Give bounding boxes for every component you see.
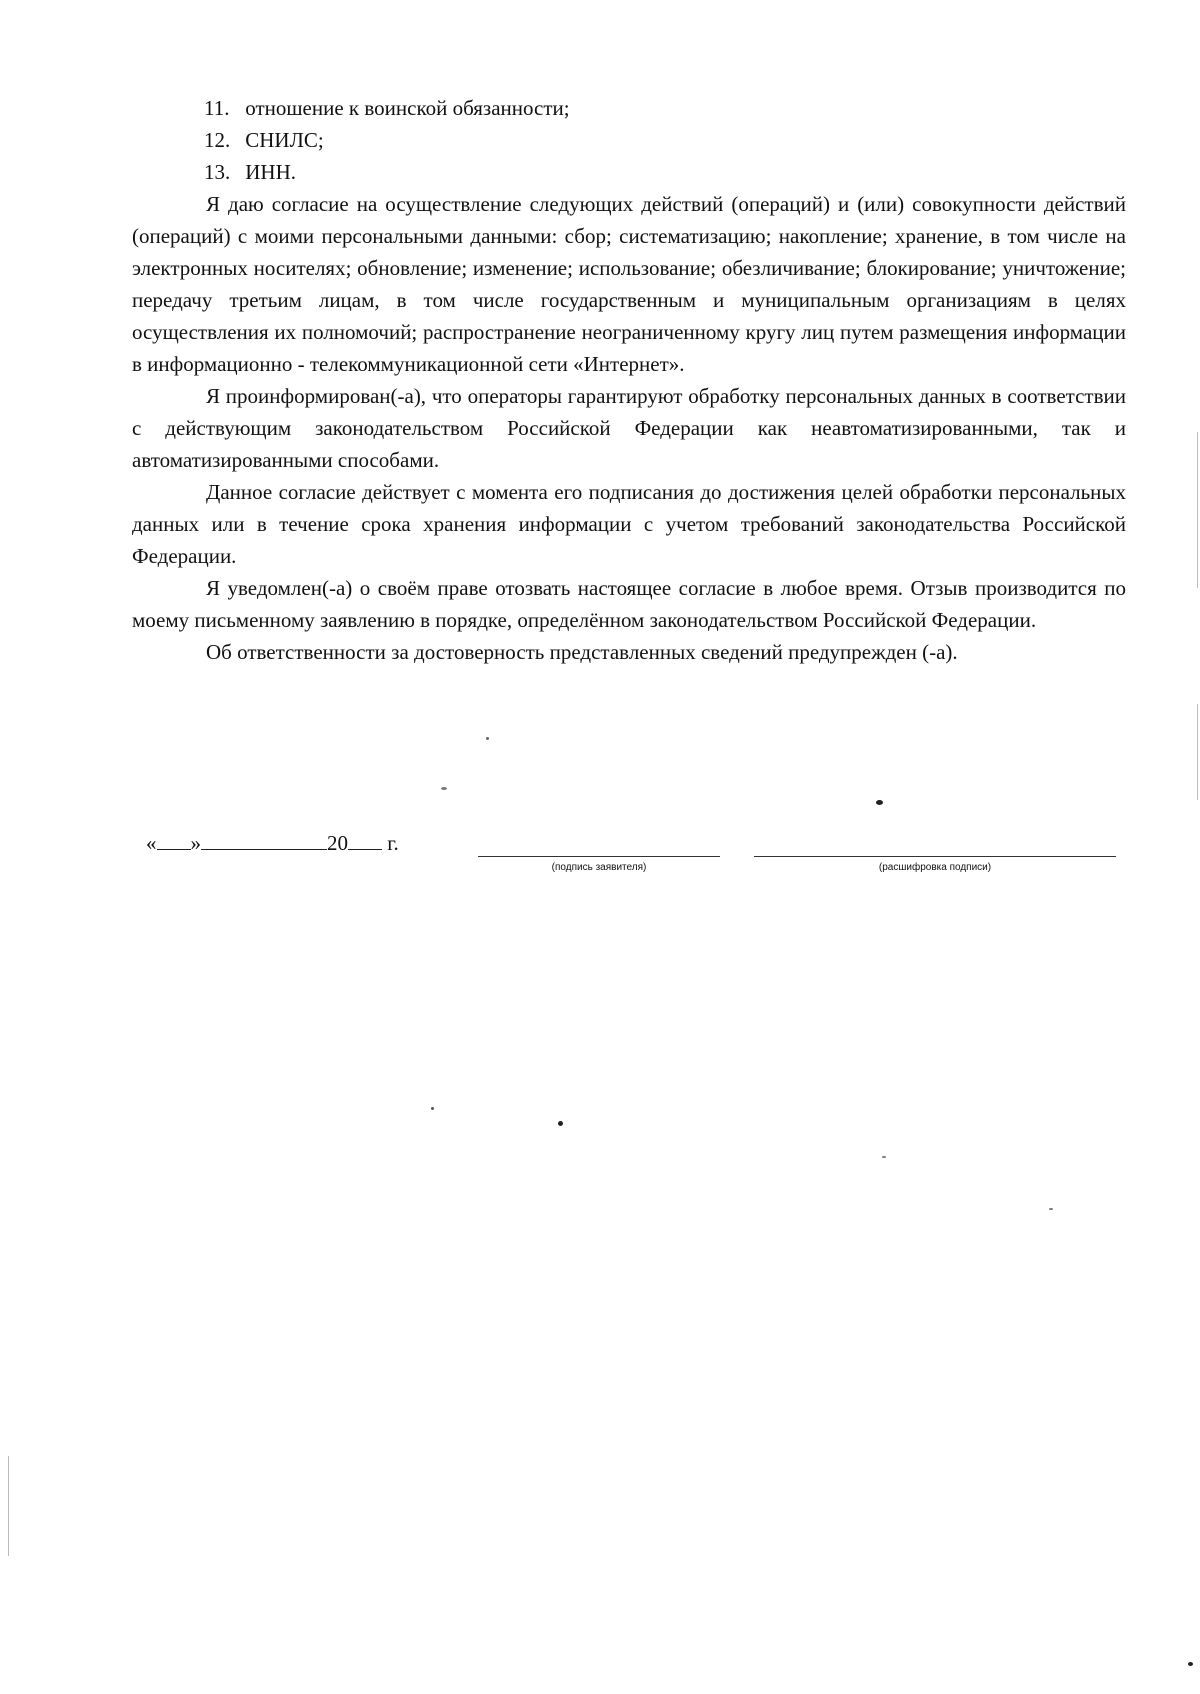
year-blank[interactable] — [348, 831, 382, 850]
scan-speck — [441, 787, 447, 790]
scan-edge-line — [1197, 432, 1198, 588]
year-suffix: г. — [387, 831, 399, 855]
open-quote: « — [146, 831, 157, 855]
list-item — [132, 92, 1126, 124]
month-blank[interactable] — [201, 831, 327, 850]
scan-speck — [876, 800, 883, 805]
paragraph-responsibility: Об ответственности за достоверность представленных сведений предупрежден (-а). — [206, 640, 958, 664]
list-item-text: СНИЛС; — [245, 128, 324, 152]
consent-document-body — [132, 92, 1126, 668]
scan-speck — [1188, 1662, 1193, 1666]
paragraph-processing-guarantee: Я проинформирован(-а), что операторы гарантируют обработку персональных данных в соответствии с действующим законодательством Российской Федерации как неавтоматизированными, так и автоматизированными способами. — [132, 384, 1126, 472]
list-item-text: ИНН. — [245, 160, 296, 184]
signature-decoding-caption: (расшифровка подписи) — [878, 862, 992, 873]
list-item-number: 11. — [204, 96, 230, 120]
scan-edge-line — [1197, 704, 1198, 800]
signature-caption: (подпись заявителя) — [551, 862, 647, 873]
scan-speck — [431, 1107, 434, 1110]
list-item-number: 12. — [204, 128, 231, 152]
data-list — [132, 92, 1126, 188]
paragraph-revocation-right: Я уведомлен(-а) о своём праве отозвать настоящее согласие в любое время. Отзыв производится по моему письменному заявлению в порядке, определённом законодательством Российской Федерации. — [132, 576, 1126, 632]
date-field[interactable] — [146, 828, 399, 858]
paragraph-consent-actions: Я даю согласие на осуществление следующих действий (операций) и (или) совокупности действий (операций) с моими персональными данными: сбор; систематизацию; накопление; хранение, в том числе на электронных носителях; обновление; изменение; использование; обезличивание; блокирование; уничтожение; передачу третьим лицам, в том числе государственным и муниципальным организациям в целях осуществления их полномочий; распространение неограниченному кругу лиц путем размещения информации в информационно - телекоммуникационной сети «Интернет». — [132, 192, 1126, 376]
signature-decoding-line[interactable] — [754, 856, 1116, 857]
list-item-number: 13. — [204, 160, 231, 184]
list-item-text: отношение к воинской обязанности; — [245, 96, 570, 120]
year-prefix: 20 — [327, 831, 348, 855]
scan-speck — [486, 737, 489, 740]
list-item — [132, 156, 1126, 188]
scan-speck — [558, 1121, 563, 1126]
close-quote: » — [190, 831, 201, 855]
signature-block — [146, 828, 1126, 888]
list-item — [132, 124, 1126, 156]
signature-line[interactable] — [478, 856, 720, 857]
paragraph-consent-validity: Данное согласие действует с момента его подписания до достижения целей обработки персональных данных или в течение срока хранения информации с учетом требований законодательства Российской Федерации. — [132, 480, 1126, 568]
scan-edge-line — [8, 1456, 9, 1556]
scan-speck — [882, 1156, 886, 1158]
day-blank[interactable] — [157, 831, 191, 850]
scan-speck — [1049, 1208, 1053, 1210]
